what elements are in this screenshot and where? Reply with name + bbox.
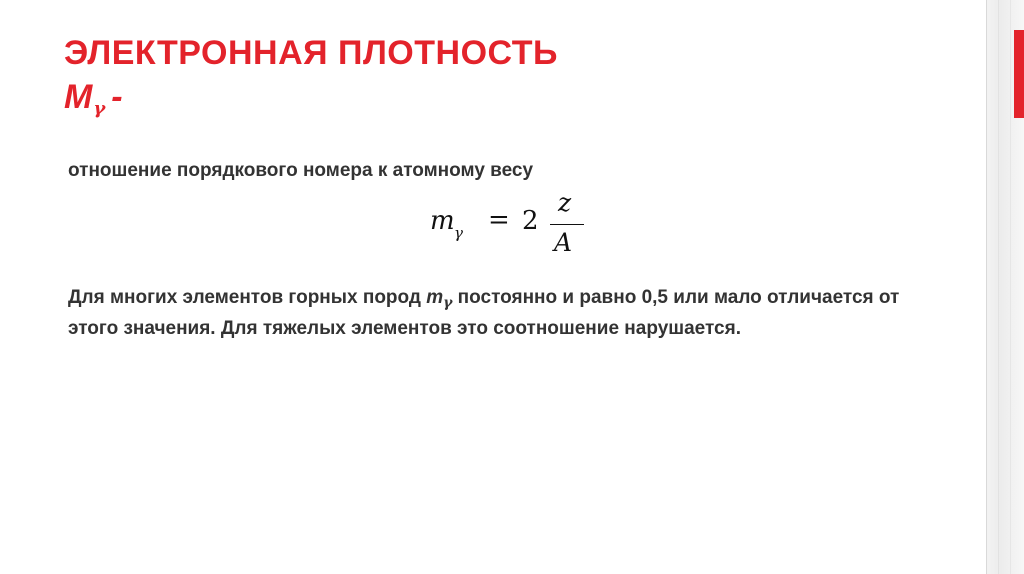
formula-coefficient: 2 [522, 206, 539, 236]
formula-equals: = [488, 205, 510, 235]
slide-title-symbol-line [64, 78, 123, 117]
formula-lhs: m [430, 206, 455, 236]
title-symbol-subscript: γ [93, 98, 106, 119]
intro-text: отношение порядкового номера к атомному весу [68, 160, 534, 181]
body-paragraph [68, 283, 928, 343]
formula-fraction-bar [550, 224, 584, 225]
paragraph-part2: постоянно и равно 0,5 или мало отличается от этого значения. Для тяжелых элементов это соотношение нарушается. [68, 287, 900, 339]
title-symbol: М [64, 78, 93, 116]
slide-title: ЭЛЕКТРОННАЯ ПЛОТНОСТЬ [64, 34, 558, 72]
page-edge-line [986, 0, 987, 574]
formula-lhs-subscript: γ [454, 224, 463, 242]
paragraph-part1: Для многих элементов горных пород [68, 287, 427, 308]
title-dash: - [111, 78, 123, 116]
page-edge-line [998, 0, 999, 574]
formula-numerator: z [558, 188, 572, 217]
accent-bar [1014, 30, 1024, 118]
formula-denominator: A [554, 228, 573, 257]
page-edge-line [1010, 0, 1011, 574]
paragraph-symbol-subscript: γ [443, 295, 453, 311]
paragraph-symbol: m [426, 287, 444, 308]
